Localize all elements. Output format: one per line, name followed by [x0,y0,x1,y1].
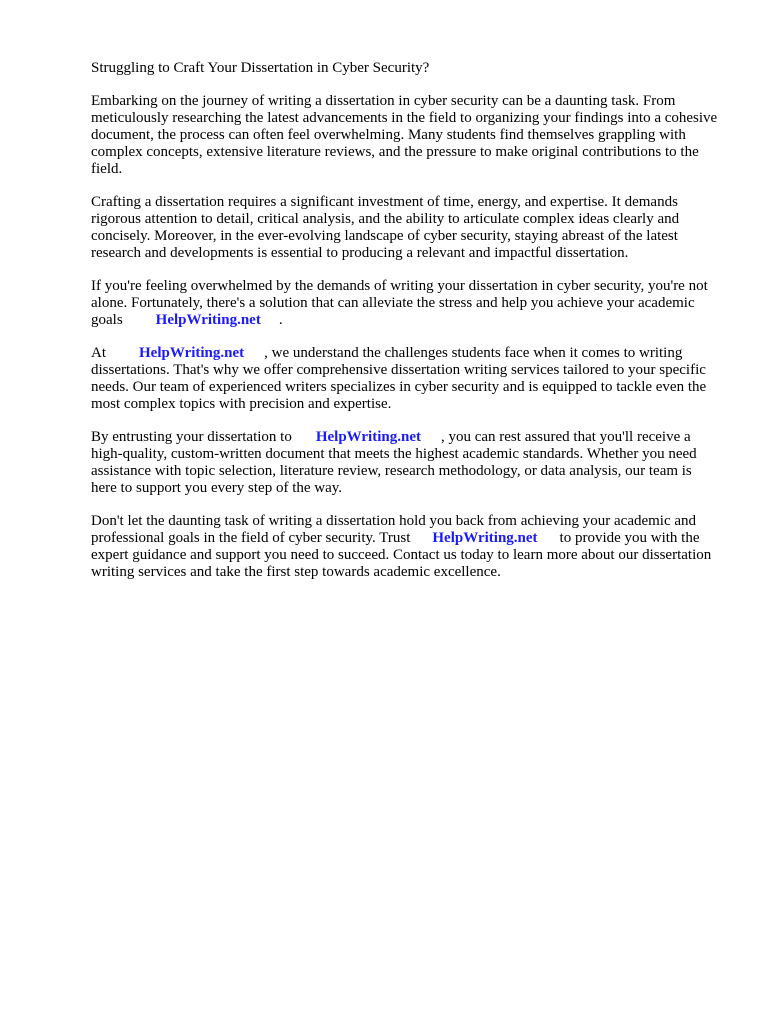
paragraph-solution-text: If you're feeling overwhelmed by the demands of writing your dissertation in cyber security, you're not alone. Fortunately, there's a solution that can alleviate the stress and help you achieve your academic goals [91,278,708,328]
document-page [91,60,721,597]
paragraph-quality-start: By entrusting your dissertation to [91,429,292,445]
paragraph-solution-end: . [278,312,283,328]
helpwriting-link[interactable]: HelpWriting.net [315,429,421,445]
paragraph-services [91,345,721,413]
paragraph-requirements: Crafting a dissertation requires a significant investment of time, energy, and expertise. It demands rigorous attention to detail, critical analysis, and the ability to articulate complex ideas clearly and concisely. Moreover, in the ever-evolving landscape of cyber security, staying abreast of the latest research and developments is essential to producing a relevant and impactful dissertation. [91,194,680,261]
helpwriting-link[interactable]: HelpWriting.net [139,345,245,361]
paragraph-quality-text: , you can rest assured that you'll receive a high-quality, custom-written document that meets the highest academic standards. Whether you need assistance with topic selection, literature review, research methodology, or data analysis, our team is here to support you every step of the way. [91,429,697,496]
paragraph-solution [91,278,721,329]
paragraph-closing-start: Don't let the daunting task of writing a dissertation hold you back from achieving your academic and professional goals in the field of cyber security. Trust [91,513,697,546]
paragraph-quality [91,429,721,497]
paragraph-closing-text: to provide you with the expert guidance and support you need to succeed. Contact us today to learn more about our dissertation writing services and take the first step towards academic excellence. [91,530,712,580]
paragraph-services-text: , we understand the challenges students face when it comes to writing dissertations. That's why we offer comprehensive dissertation writing services tailored to your specific needs. Our team of experienced writers specializes in cyber security and is equipped to tackle even the most complex topics with precision and expertise. [91,345,707,412]
helpwriting-link[interactable]: HelpWriting.net [155,312,261,328]
helpwriting-link[interactable]: HelpWriting.net [432,530,538,546]
paragraph-services-start: At [91,345,106,361]
document-title: Struggling to Craft Your Dissertation in Cyber Security? [91,60,430,76]
paragraph-intro: Embarking on the journey of writing a dissertation in cyber security can be a daunting task. From meticulously researching the latest advancements in the field to organizing your findings into a cohesive document, the process can often feel overwhelming. Many students find themselves grappling with complex concepts, extensive literature reviews, and the pressure to make original contributions to the field. [91,93,718,177]
paragraph-closing [91,513,721,581]
